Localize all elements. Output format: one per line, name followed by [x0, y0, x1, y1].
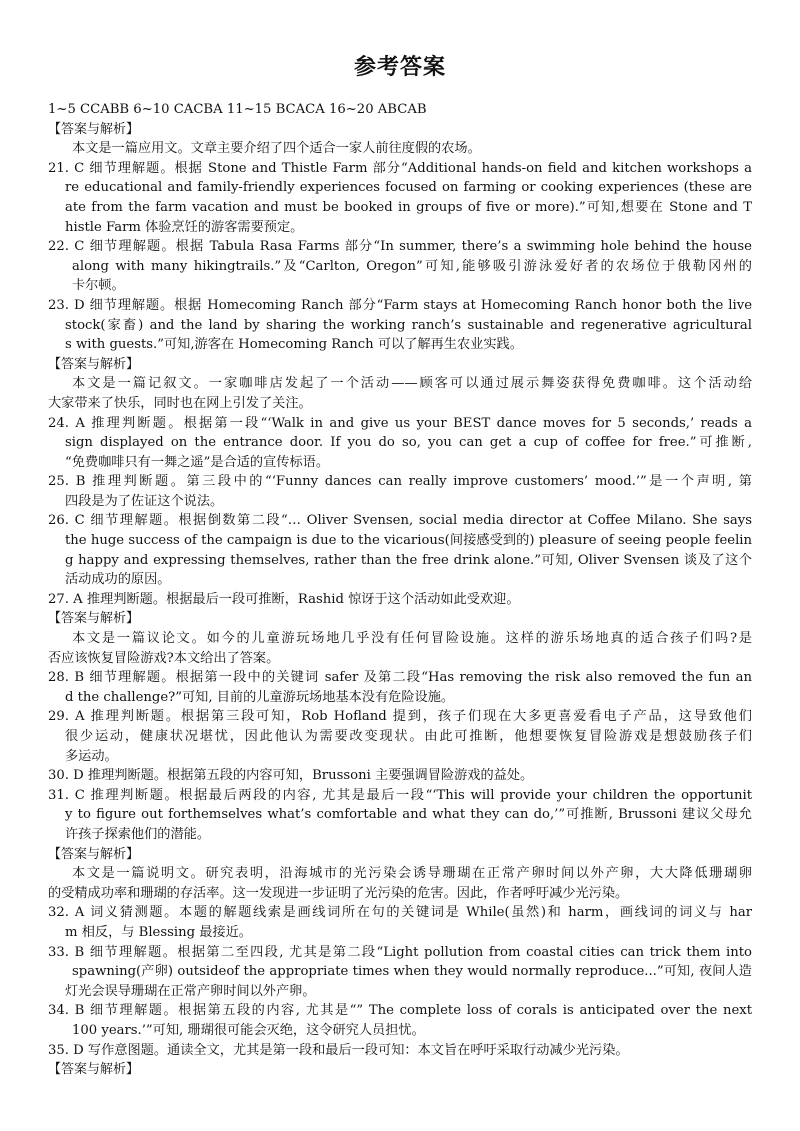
text-line: m 相反，与 Blessing 最接近。 [65, 924, 252, 940]
text-line: stock(家畜) and the land by sharing the working ranch’s sustainable and regenerative agricultural [65, 317, 752, 333]
text-line: 大家带来了快乐，同时也在网上引发了关注。 [48, 395, 312, 411]
text-line: 30. D 推理判断题。根据第五段的内容可知，Brussoni 主要强调冒险游戏的益处。 [48, 768, 534, 784]
text-line: d the challenge?”可知, 目前的儿童游玩场地基本没有危险设施。 [65, 689, 455, 705]
text-line: 的受精成功率和珊瑚的存活率。这一发现进一步证明了光污染的危害。因此，作者呼吁减少光污染。 [48, 885, 629, 901]
text-line: 33. B 细节理解题。根据第二至四段, 尤其是第二段“Light pollution from coastal cities can trick them into [48, 944, 752, 960]
text-line: 22. C 细节理解题。根据 Tabula Rasa Farms 部分“In summer, there’s a swimming hole behind the house [48, 239, 752, 255]
text-line: 26. C 细节理解题。根据倒数第二段“… Oliver Svensen, social media director at Coffee Milano. She says [48, 513, 752, 529]
text-line: 27. A 推理判断题。根据最后一段可推断，Rashid 惊讶于这个活动如此受欢迎。 [48, 591, 520, 607]
text-line: sign displayed on the entrance door. If you do so, you can get a cup of coffee for free.”可推断, [65, 435, 752, 451]
text-line: 29. A 推理判断题。根据第三段可知，Rob Hofland 提到，孩子们现在大多更喜爱看电子产品，这导致他们 [48, 709, 752, 725]
text-line: along with many hikingtrails.”及“Carlton, Oregon”可知,能够吸引游泳爱好者的农场位于俄勒冈州的 [72, 258, 752, 274]
section-header: 【答案与解析】 [48, 846, 140, 862]
text-line: 多运动。 [65, 748, 118, 764]
text-line: 31. C 推理判断题。根据最后两段的内容, 尤其是最后一段“‘This will provide your children the opportunit [48, 787, 752, 803]
text-line: ate from the farm vacation and must be booked in groups of five or more).”可知,想要在 Stone and T [65, 199, 752, 215]
text-line: 25. B 推理判断题。第三段中的“‘Funny dances can really improve customers’ mood.’”是一个声明, 第 [48, 474, 752, 490]
text-line: 很少运动，健康状况堪忧，因此他认为需要改变现状。由此可推断，他想要恢复冒险游戏是想鼓励孩子们 [65, 729, 752, 744]
section-header: 【答案与解析】 [48, 611, 140, 627]
text-line: 本文是一篇说明文。研究表明，沿海城市的光污染会诱导珊瑚在正常产卵时间以外产卵，大大降低珊瑚卵 [72, 866, 752, 882]
text-line: 四段是为了佐证这个说法。 [65, 493, 224, 509]
text-line: 卡尔顿。 [72, 278, 125, 294]
text-line: 100 years.’”可知, 珊瑚很可能会灭绝，这令研究人员担忧。 [72, 1022, 425, 1038]
text-line: “免费咖啡只有一舞之遥”是合适的宣传标语。 [65, 454, 330, 470]
text-line: 本文是一篇记叙文。一家咖啡店发起了一个活动——顾客可以通过展示舞姿获得免费咖啡。这个活动给 [72, 376, 752, 392]
text-line: 活动成功的原因。 [65, 572, 171, 588]
text-line: re educational and family-friendly experiences focused on farming or cooking experiences (these are [65, 180, 752, 196]
text-line: 32. A 词义猜测题。本题的解题线索是画线词所在句的关键词是 While(虽然)和 harm，画线词的词义与 har [48, 905, 752, 921]
text-line: 本文是一篇应用文。文章主要介绍了四个适合一家人前往度假的农场。 [72, 141, 481, 157]
text-line: 28. B 细节理解题。根据第一段中的关键词 safer 及第二段“Has removing the risk also removed the fun an [48, 670, 752, 686]
text-line: y to figure out forthemselves what’s comfortable and what they can do,’”可推断, Brussoni 建议父母允 [65, 807, 752, 823]
text-line: 24. A 推理判断题。根据第一段“‘Walk in and give us your BEST dance moves for 5 seconds,’ reads a [48, 415, 752, 431]
text-line: spawning(产卵) outsideof the appropriate times when they would normally reproduce...”可知, 夜间人造 [72, 964, 752, 980]
section-header: 【答案与解析】 [48, 121, 140, 137]
text-line: s with guests.”可知,游客在 Homecoming Ranch 可以了解再生农业实践。 [65, 337, 523, 353]
section-header: 【答案与解析】 [48, 356, 140, 372]
text-line: g happy and expressing themselves, rather than the free drink alone.”可知, Oliver Svensen 谈及了这个 [65, 552, 752, 568]
text-line: 否应该恢复冒险游戏?本文给出了答案。 [48, 650, 280, 666]
text-line: 35. D 写作意图题。通读全文，尤其是第一段和最后一段可知：本文旨在呼吁采取行动减少光污染。 [48, 1042, 629, 1058]
answer-body [48, 100, 752, 1080]
section-header: 【答案与解析】 [48, 1062, 140, 1078]
page-title: 参考答案 [353, 55, 446, 80]
text-line: 本文是一篇议论文。如今的儿童游玩场地几乎没有任何冒险设施。这样的游乐场地真的适合孩子们吗?是 [72, 631, 752, 647]
text-line: 灯光会误导珊瑚在正常产卵时间以外产卵。 [65, 983, 316, 999]
text-line: 21. C 细节理解题。根据 Stone and Thistle Farm 部分“Additional hands-on field and kitchen workshops a [48, 160, 752, 176]
text-line: histle Farm 体验烹饪的游客需要预定。 [65, 219, 304, 235]
text-line: 34. B 细节理解题。根据第五段的内容, 尤其是“” The complete loss of corals is anticipated over the next [48, 1003, 752, 1019]
text-line: the huge success of the campaign is due to the vicarious(间接感受到的) pleasure of seeing people feelin [65, 533, 752, 549]
answer-key-line: 1~5 CCABB 6~10 CACBA 11~15 BCACA 16~20 ABCAB [48, 102, 427, 117]
text-line: 23. D 细节理解题。根据 Homecoming Ranch 部分“Farm stays at Homecoming Ranch honor both the live [48, 297, 752, 313]
text-line: 许孩子探索他们的潜能。 [65, 826, 211, 842]
